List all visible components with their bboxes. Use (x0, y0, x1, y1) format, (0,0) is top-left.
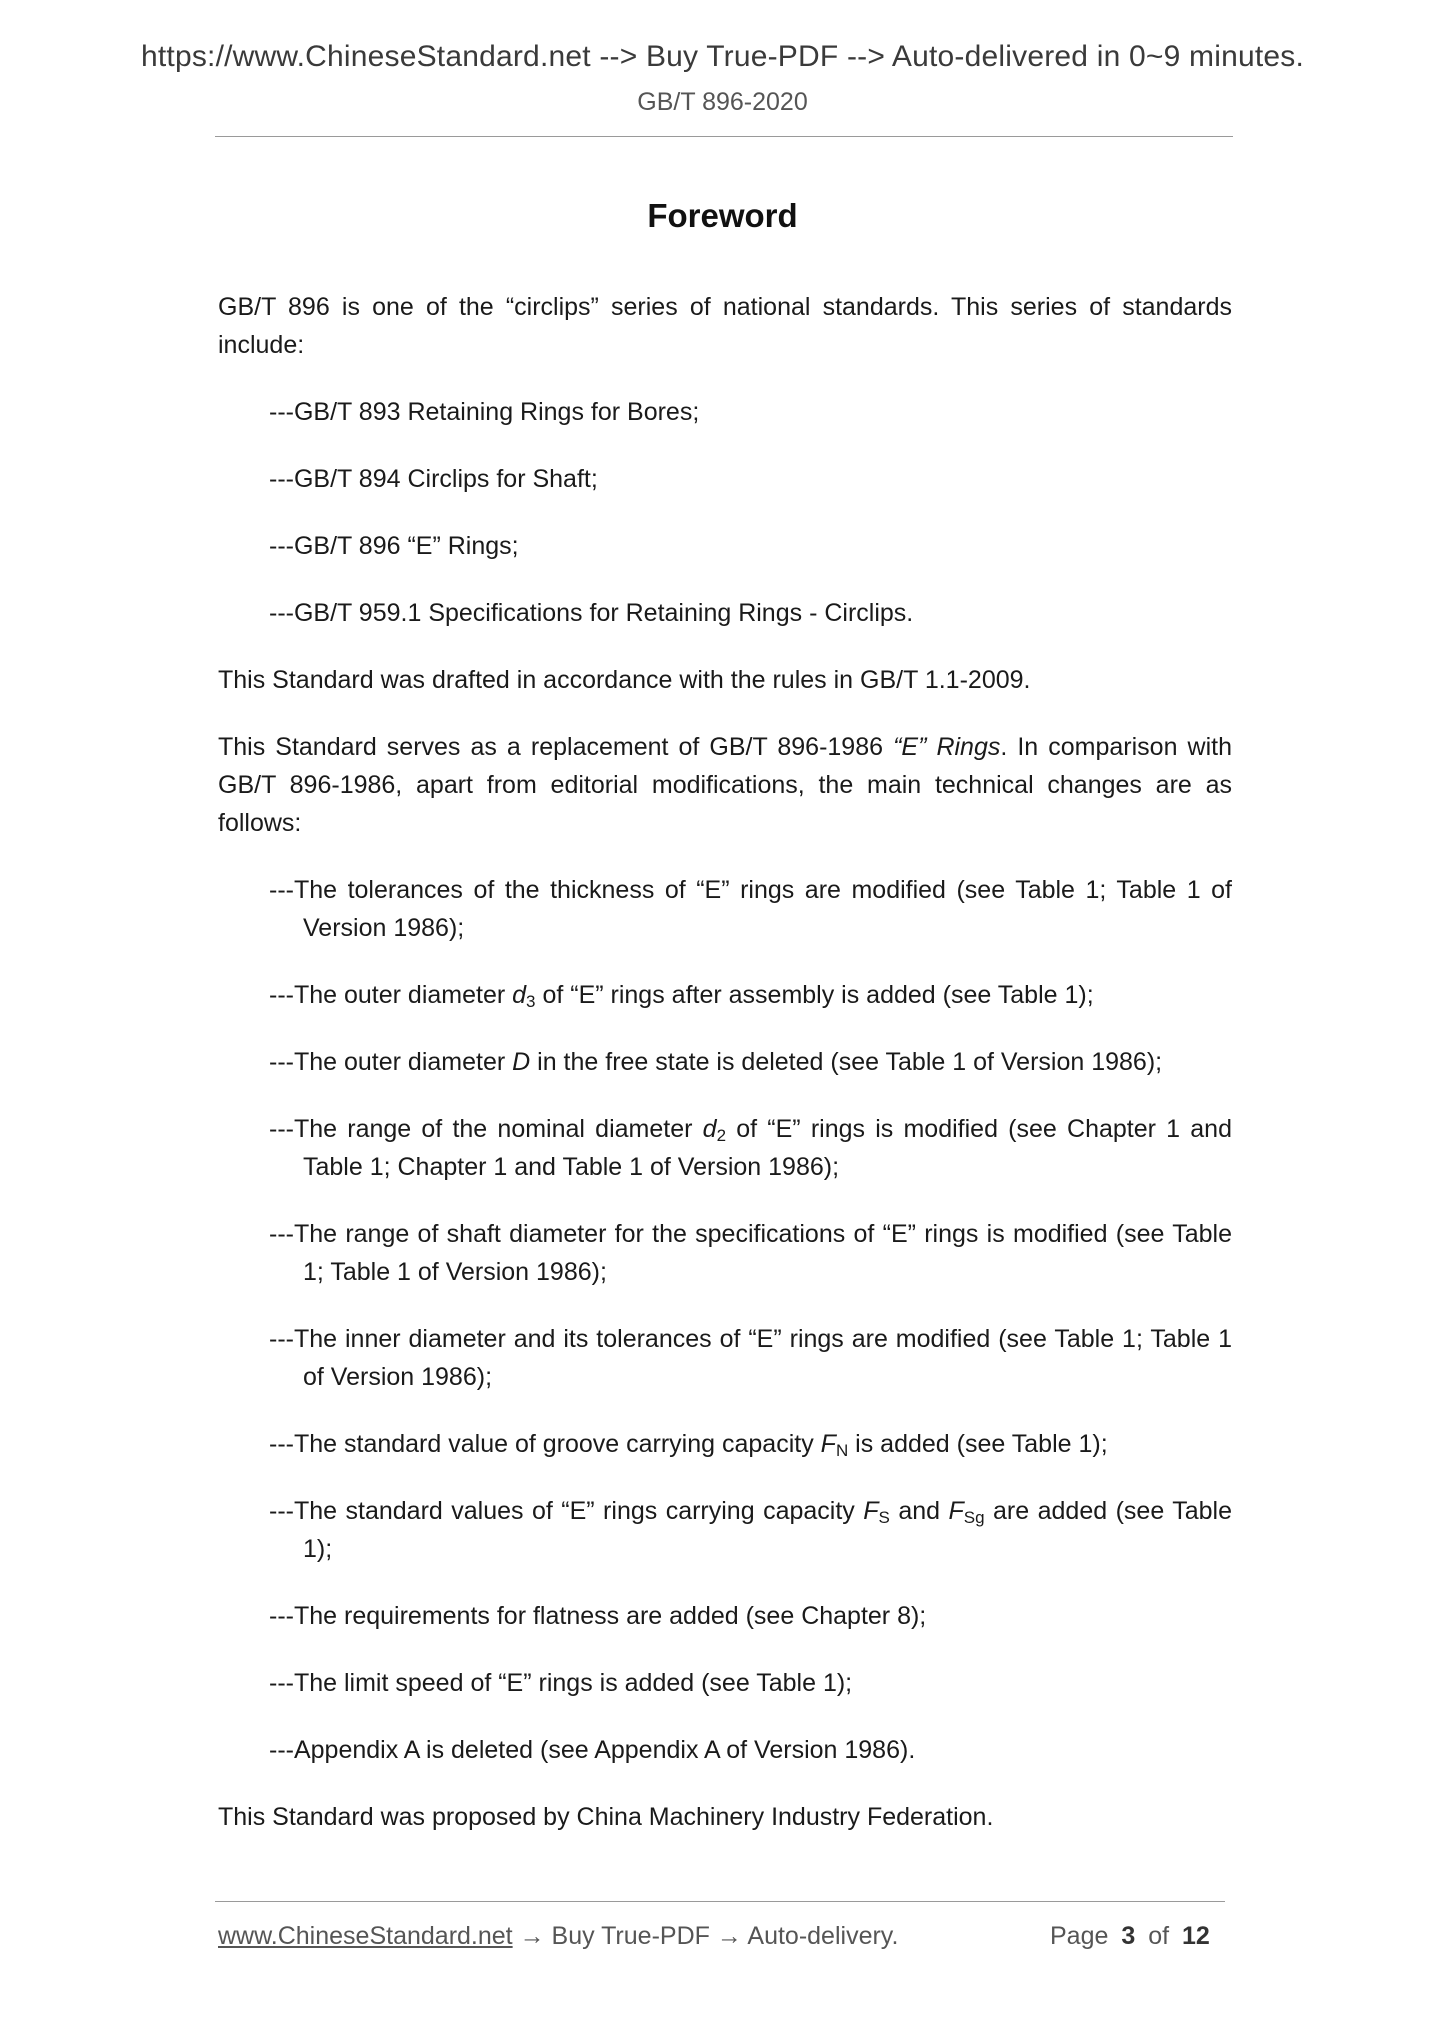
math-subscript: 2 (716, 1126, 727, 1145)
replacement-paragraph (218, 728, 1232, 842)
document-body (218, 288, 1232, 1865)
footer-left (218, 1922, 898, 1951)
of-label: of (1148, 1922, 1170, 1950)
change-text: ---The outer diameter (269, 1048, 513, 1076)
change-item (269, 1043, 1232, 1081)
top-banner: https://www.ChineseStandard.net --> Buy True-PDF --> Auto-delivered in 0~9 minutes. (141, 40, 1304, 73)
change-item (269, 1110, 1232, 1186)
change-text: are added (see Table 1); (303, 1497, 1232, 1563)
page-label: Page (1050, 1922, 1109, 1950)
page-total: 12 (1182, 1922, 1210, 1950)
change-text: ---The outer diameter (269, 981, 513, 1009)
math-subscript: N (835, 1441, 849, 1460)
change-item: ---The range of shaft diameter for the specifications of “E” rings is modified (see Table 1; Table 1 of Version 1986); (269, 1220, 1232, 1286)
series-item: ---GB/T 959.1 Specifications for Retaining Rings - Circlips. (269, 599, 914, 627)
change-text: in the free state is deleted (see Table 1 of Version 1986); (530, 1048, 1163, 1076)
change-text: and (889, 1497, 949, 1525)
series-item: ---GB/T 893 Retaining Rings for Bores; (269, 398, 700, 426)
drafted-paragraph: This Standard was drafted in accordance with the rules in GB/T 1.1-2009. (218, 666, 1031, 694)
math-subscript: Sg (963, 1508, 985, 1527)
change-text: of “E” rings is modified (see Chapter 1 and Table 1; Chapter 1 and Table 1 of Version 1986); (303, 1115, 1232, 1181)
math-subscript: 3 (526, 992, 536, 1011)
change-item: ---The tolerances of the thickness of “E” rings are modified (see Table 1; Table 1 of Version 1986); (269, 876, 1232, 942)
change-item (269, 976, 1232, 1014)
change-item (269, 1425, 1232, 1463)
page-title: Foreword (647, 197, 798, 234)
change-item: ---The requirements for flatness are added (see Chapter 8); (269, 1602, 927, 1630)
footer-rule (215, 1901, 1225, 1902)
intro-paragraph: GB/T 896 is one of the “circlips” series of national standards. This series of standards include: (218, 293, 1232, 359)
header-rule (215, 136, 1233, 137)
footer-website-link[interactable]: www.ChineseStandard.net (218, 1922, 513, 1950)
replacement-text-before: This Standard serves as a replacement of GB/T 896-1986 (218, 733, 894, 761)
series-item: ---GB/T 894 Circlips for Shaft; (269, 465, 598, 493)
series-item: ---GB/T 896 “E” Rings; (269, 532, 519, 560)
footer-tagline: → Buy True-PDF → Auto-delivery. (512, 1922, 899, 1950)
change-item: ---The limit speed of “E” rings is added (see Table 1); (269, 1669, 853, 1697)
replacement-text-after: . In comparison with GB/T 896-1986, apart from editorial modifications, the main technical changes are as follows: (218, 733, 1232, 837)
page-number: 3 (1121, 1922, 1136, 1950)
page-indicator (1050, 1922, 1210, 1951)
math-variable: d (702, 1115, 717, 1143)
math-variable: F (863, 1497, 879, 1525)
math-variable: F (948, 1497, 964, 1525)
change-item (269, 1492, 1232, 1568)
change-text: of “E” rings after assembly is added (see Table 1); (535, 981, 1094, 1009)
math-variable: F (820, 1430, 836, 1458)
math-subscript: S (878, 1508, 890, 1527)
change-item: ---The inner diameter and its tolerances of “E” rings are modified (see Table 1; Table 1 of Version 1986); (269, 1325, 1232, 1391)
change-text: ---The standard value of groove carrying capacity (269, 1430, 821, 1458)
document-code: GB/T 896-2020 (637, 88, 808, 116)
change-text: ---The standard values of “E” rings carrying capacity (269, 1497, 864, 1525)
change-text: ---The range of the nominal diameter (269, 1115, 703, 1143)
replaced-standard-title: “E” Rings (893, 733, 1001, 761)
proposed-paragraph: This Standard was proposed by China Machinery Industry Federation. (218, 1803, 994, 1831)
change-text: is added (see Table 1); (848, 1430, 1108, 1458)
math-variable: D (512, 1048, 531, 1076)
change-item: ---Appendix A is deleted (see Appendix A of Version 1986). (269, 1736, 916, 1764)
math-variable: d (512, 981, 527, 1009)
